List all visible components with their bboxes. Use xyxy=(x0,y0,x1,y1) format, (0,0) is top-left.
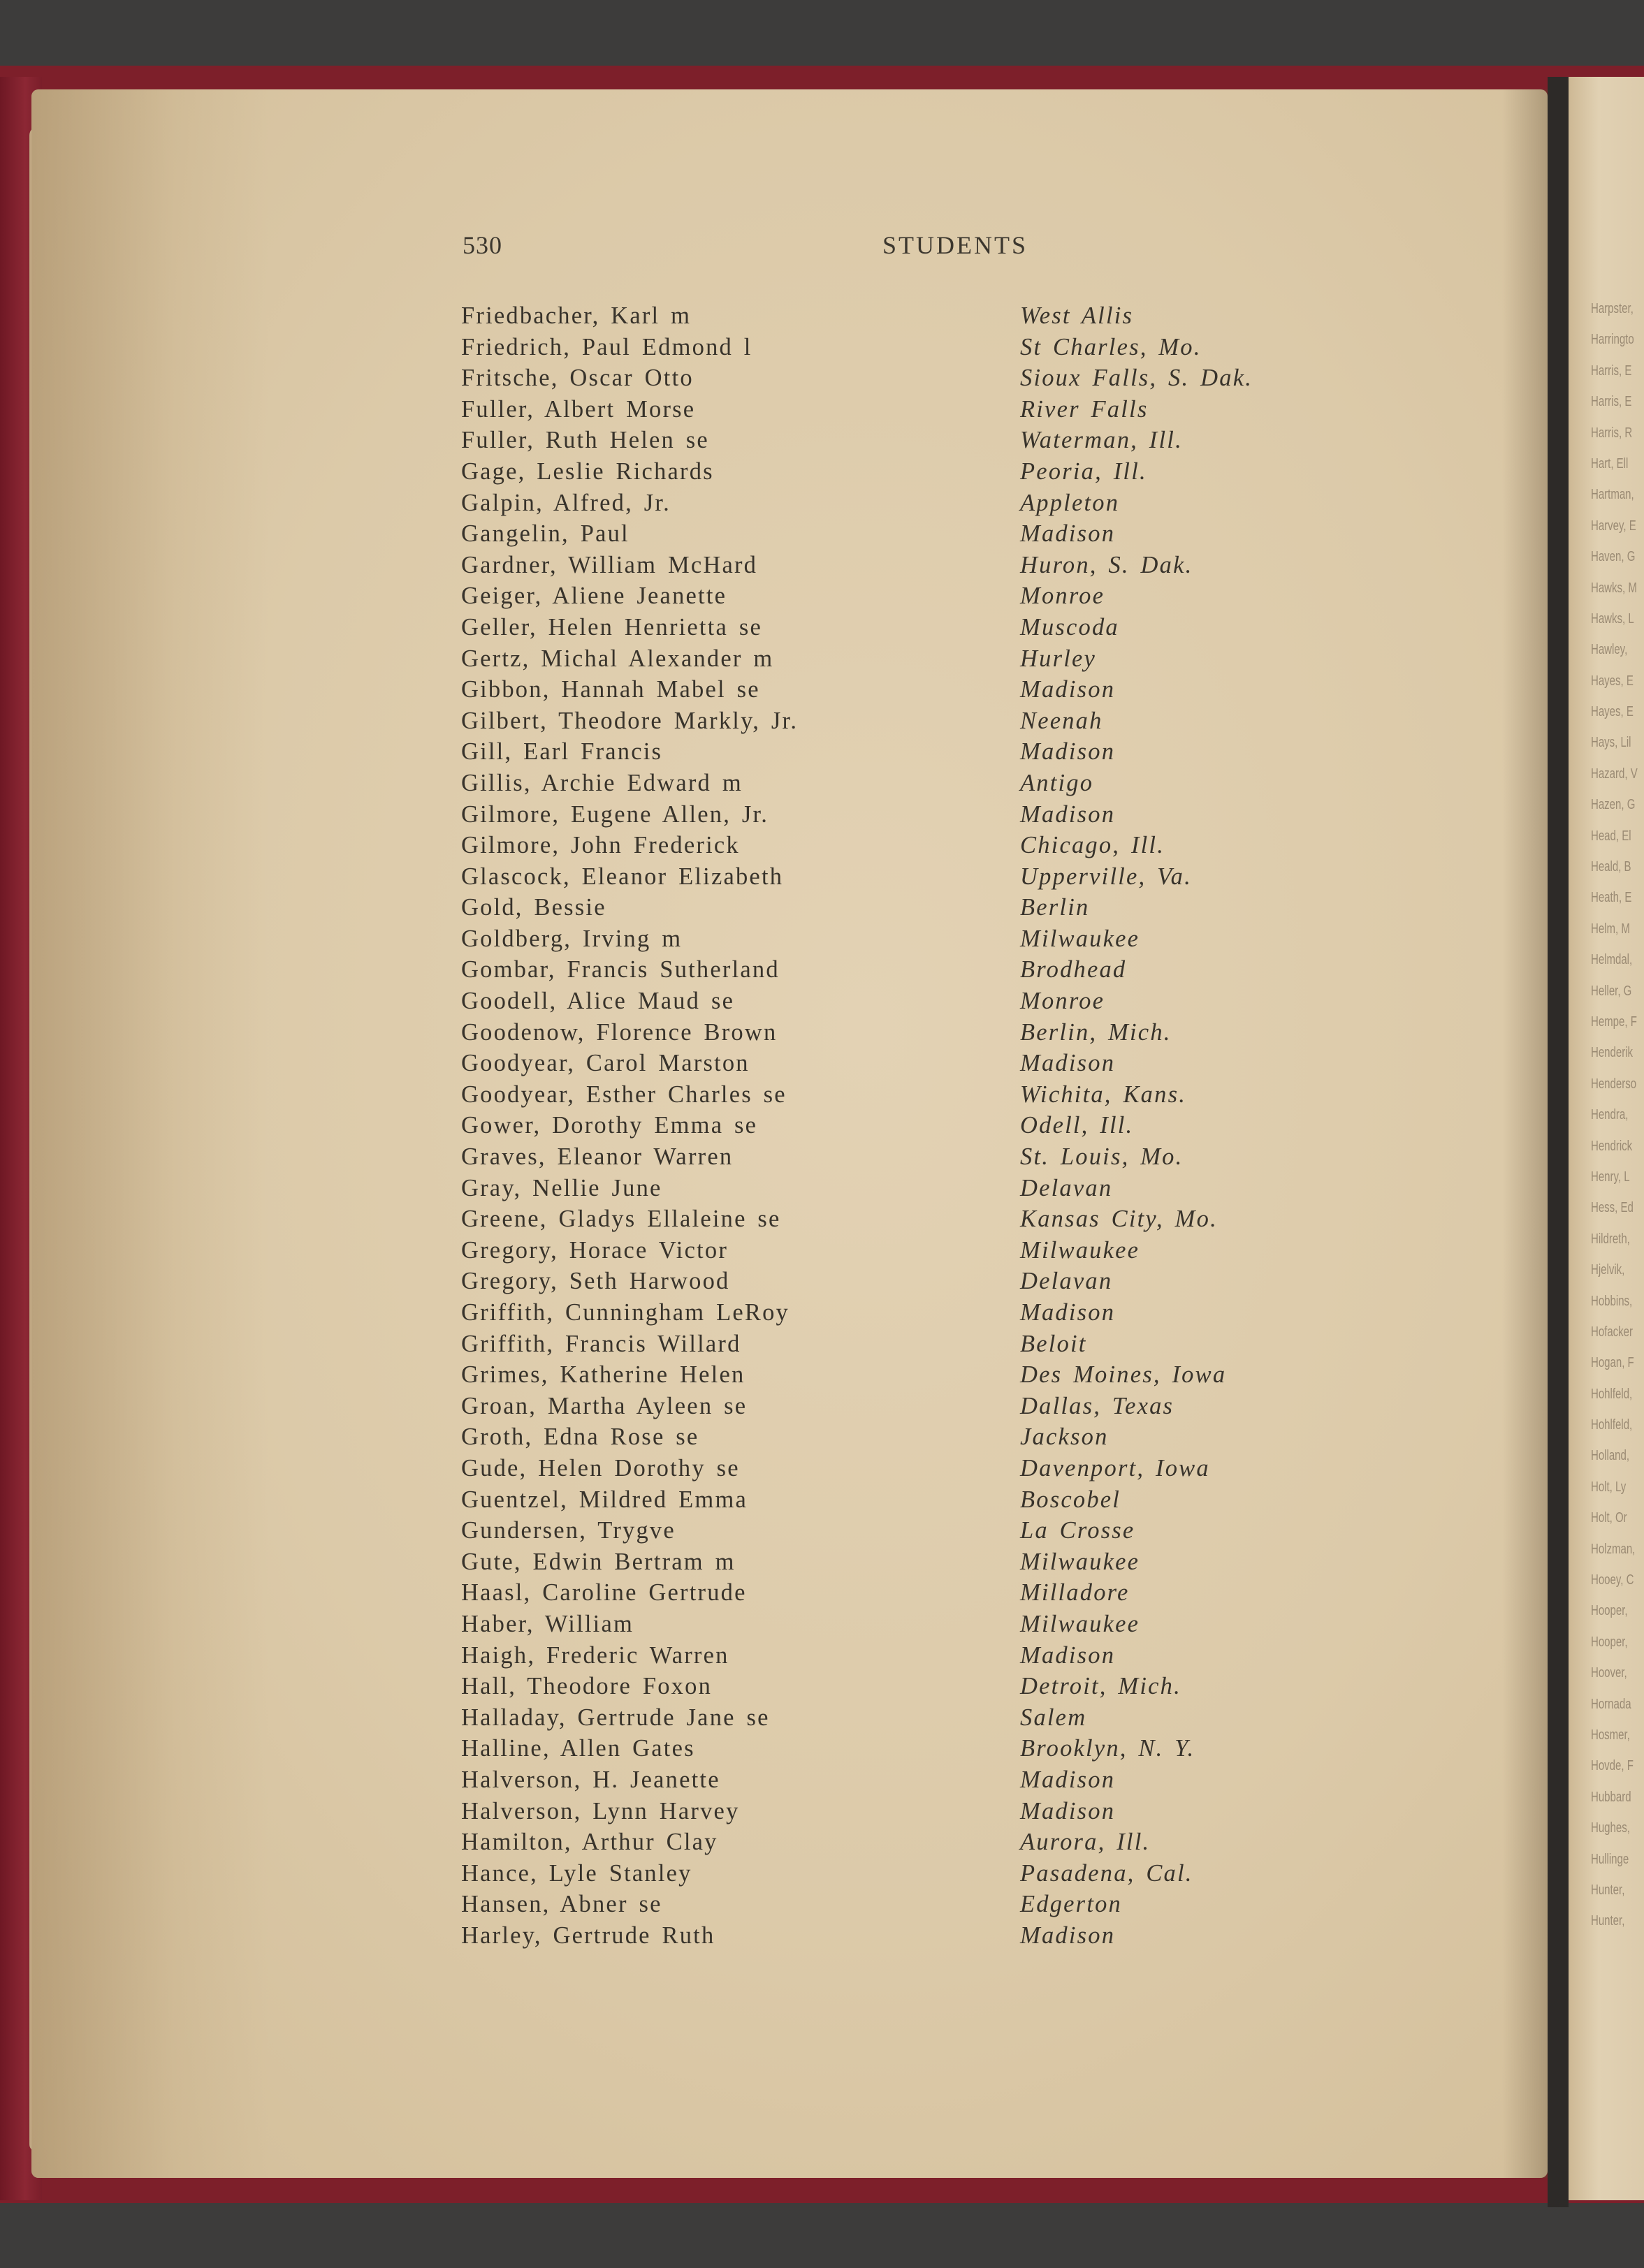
student-entry xyxy=(0,799,1537,831)
student-entry xyxy=(0,550,1537,581)
student-hometown: Waterman, Ill. xyxy=(1020,427,1183,454)
student-entry xyxy=(0,300,1537,332)
student-name: Gombar, Francis Sutherland xyxy=(461,956,780,983)
next-page-entry: Hunter, xyxy=(1591,1882,1625,1898)
student-hometown: Sioux Falls, S. Dak. xyxy=(1020,365,1253,392)
next-page-entry: Hullinge xyxy=(1591,1851,1629,1867)
next-page-entry: Heller, G xyxy=(1591,983,1632,999)
next-page-entry: Hunter, xyxy=(1591,1913,1625,1929)
student-name: Goodell, Alice Maud se xyxy=(461,988,735,1015)
next-page-entry: Helm, M xyxy=(1591,921,1630,937)
next-page-entry: Heald, B xyxy=(1591,859,1631,875)
student-entry xyxy=(0,1609,1537,1640)
student-name: Geller, Helen Henrietta se xyxy=(461,613,762,641)
student-name: Graves, Eleanor Warren xyxy=(461,1143,734,1171)
student-name: Gower, Dorothy Emma se xyxy=(461,1112,758,1139)
student-hometown: Milladore xyxy=(1020,1579,1130,1607)
next-page-entry: Hawks, L xyxy=(1591,610,1634,627)
student-hometown: Neenah xyxy=(1020,707,1103,734)
student-entry xyxy=(0,1827,1537,1858)
student-name: Fuller, Ruth Helen se xyxy=(461,427,709,454)
next-page-entry: Hofacker xyxy=(1591,1324,1634,1340)
next-page-entry: Hogan, F xyxy=(1591,1355,1634,1371)
student-hometown: St Charles, Mo. xyxy=(1020,333,1202,360)
next-page-entry: Hohlfeld, xyxy=(1591,1417,1633,1433)
student-name: Gold, Bessie xyxy=(461,894,606,921)
student-entry xyxy=(0,923,1537,955)
next-page-entry: Haven, G xyxy=(1591,549,1636,565)
next-page-entry: Hempe, F xyxy=(1591,1014,1637,1030)
next-page-entry: Hooper, xyxy=(1591,1634,1628,1650)
student-entry xyxy=(0,1391,1537,1422)
student-name: Gregory, Horace Victor xyxy=(461,1236,729,1264)
student-hometown: Madison xyxy=(1020,520,1116,548)
student-hometown: St. Louis, Mo. xyxy=(1020,1143,1184,1171)
next-page-entry: Holland, xyxy=(1591,1448,1630,1464)
student-name: Hall, Theodore Foxon xyxy=(461,1673,713,1700)
student-name: Glascock, Eleanor Elizabeth xyxy=(461,863,784,890)
student-entry xyxy=(0,1858,1537,1889)
student-name: Greene, Gladys Ellaleine se xyxy=(461,1206,781,1233)
student-entry xyxy=(0,1764,1537,1796)
student-hometown: Madison xyxy=(1020,1641,1116,1669)
next-page-entry: Holt, Or xyxy=(1591,1510,1627,1526)
student-name: Guentzel, Mildred Emma xyxy=(461,1486,748,1513)
student-entry xyxy=(0,1173,1537,1204)
student-name: Friedrich, Paul Edmond l xyxy=(461,333,752,360)
student-entry xyxy=(0,1671,1537,1702)
student-entry xyxy=(0,363,1537,394)
student-hometown: Madison xyxy=(1020,800,1116,828)
student-entry xyxy=(0,488,1537,519)
student-name: Grimes, Katherine Helen xyxy=(461,1361,745,1389)
next-page-edge xyxy=(1569,77,1644,2200)
student-name: Gude, Helen Dorothy se xyxy=(461,1454,740,1481)
next-page-entry: Hobbins, xyxy=(1591,1293,1633,1309)
student-name: Haigh, Frederic Warren xyxy=(461,1641,729,1669)
next-page-entry: Hubbard xyxy=(1591,1789,1631,1805)
student-name: Gertz, Michal Alexander m xyxy=(461,645,774,672)
next-page-entry: Hendra, xyxy=(1591,1107,1629,1123)
student-name: Gundersen, Trygve xyxy=(461,1517,676,1544)
student-name: Gilmore, Eugene Allen, Jr. xyxy=(461,800,769,828)
student-hometown: Madison xyxy=(1020,1797,1116,1824)
next-page-entry: Hovde, F xyxy=(1591,1758,1634,1774)
student-entry xyxy=(0,425,1537,456)
student-entry xyxy=(0,1515,1537,1546)
student-hometown: Jackson xyxy=(1020,1424,1109,1451)
student-name: Haber, William xyxy=(461,1610,634,1637)
student-hometown: Milwaukee xyxy=(1020,1548,1140,1575)
student-name: Goodyear, Carol Marston xyxy=(461,1050,750,1077)
next-page-entry: Hjelvik, xyxy=(1591,1262,1625,1278)
student-name: Geiger, Aliene Jeanette xyxy=(461,583,727,610)
student-list xyxy=(0,300,1537,1951)
student-name: Gray, Nellie June xyxy=(461,1174,662,1201)
student-entry xyxy=(0,1079,1537,1111)
student-entry xyxy=(0,954,1537,986)
student-entry xyxy=(0,1889,1537,1920)
next-page-entry: Harpster, xyxy=(1591,301,1634,316)
next-page-entry: Harris, R xyxy=(1591,425,1633,441)
student-entry xyxy=(0,1297,1537,1329)
student-name: Goldberg, Irving m xyxy=(461,925,683,952)
student-entry xyxy=(0,456,1537,488)
student-hometown: Hurley xyxy=(1020,645,1097,672)
next-page-entry: Holt, Ly xyxy=(1591,1479,1627,1495)
student-entry xyxy=(0,1048,1537,1079)
student-name: Hamilton, Arthur Clay xyxy=(461,1829,718,1856)
student-entry xyxy=(0,768,1537,799)
next-page-entry: Hendrick xyxy=(1591,1138,1633,1154)
student-hometown: Dallas, Texas xyxy=(1020,1392,1174,1419)
next-page-entry: Harringto xyxy=(1591,332,1634,348)
student-name: Gangelin, Paul xyxy=(461,520,630,548)
student-hometown: Appleton xyxy=(1020,489,1120,516)
student-hometown: Edgerton xyxy=(1020,1891,1122,1918)
student-entry xyxy=(0,1235,1537,1266)
next-page-peek-list xyxy=(1591,293,1644,1937)
student-entry xyxy=(0,861,1537,893)
next-page-entry: Hawks, M xyxy=(1591,580,1637,596)
next-page-entry: Hildreth, xyxy=(1591,1231,1630,1247)
next-page-entry: Hosmer, xyxy=(1591,1727,1630,1743)
student-entry xyxy=(0,674,1537,705)
student-hometown: Salem xyxy=(1020,1704,1087,1731)
next-page-entry: Head, El xyxy=(1591,828,1631,844)
student-name: Goodyear, Esther Charles se xyxy=(461,1081,787,1108)
student-entry xyxy=(0,1546,1537,1578)
student-name: Fuller, Albert Morse xyxy=(461,395,696,423)
student-entry xyxy=(0,1733,1537,1764)
next-page-entry: Hazard, V xyxy=(1591,766,1638,782)
next-page-entry: Henderso xyxy=(1591,1076,1637,1092)
student-entry xyxy=(0,1359,1537,1391)
student-hometown: Chicago, Ill. xyxy=(1020,832,1165,859)
next-page-entry: Hooper, xyxy=(1591,1603,1628,1619)
student-name: Gilbert, Theodore Markly, Jr. xyxy=(461,707,799,734)
next-page-entry: Hornada xyxy=(1591,1696,1631,1712)
next-page-entry: Hays, Lil xyxy=(1591,735,1631,751)
next-page-entry: Hohlfeld, xyxy=(1591,1386,1633,1402)
student-entry xyxy=(0,612,1537,643)
student-name: Groth, Edna Rose se xyxy=(461,1424,699,1451)
student-entry xyxy=(0,394,1537,425)
student-hometown: Madison xyxy=(1020,1922,1116,1949)
next-page-entry: Hess, Ed xyxy=(1591,1200,1634,1216)
student-entry xyxy=(0,1141,1537,1173)
next-page-entry: Hart, Ell xyxy=(1591,455,1629,471)
student-entry xyxy=(0,736,1537,768)
student-hometown: Detroit, Mich. xyxy=(1020,1673,1181,1700)
student-hometown: Delavan xyxy=(1020,1174,1113,1201)
student-name: Gardner, William McHard xyxy=(461,551,758,578)
student-entry xyxy=(0,1266,1537,1297)
student-entry xyxy=(0,1702,1537,1734)
student-hometown: Milwaukee xyxy=(1020,925,1140,952)
next-page-entry: Henderik xyxy=(1591,1045,1634,1061)
student-hometown: West Allis xyxy=(1020,302,1134,329)
student-entry xyxy=(0,986,1537,1017)
student-hometown: Des Moines, Iowa xyxy=(1020,1361,1227,1389)
student-entry xyxy=(0,1110,1537,1141)
next-page-entry: Holzman, xyxy=(1591,1541,1636,1557)
student-hometown: Monroe xyxy=(1020,988,1105,1015)
student-hometown: Boscobel xyxy=(1020,1486,1121,1513)
student-entry xyxy=(0,1484,1537,1516)
student-hometown: Muscoda xyxy=(1020,613,1119,641)
student-entry xyxy=(0,705,1537,737)
student-hometown: Huron, S. Dak. xyxy=(1020,551,1193,578)
student-entry xyxy=(0,1577,1537,1609)
student-entry xyxy=(0,1920,1537,1952)
student-entry xyxy=(0,1329,1537,1360)
student-name: Gute, Edwin Bertram m xyxy=(461,1548,736,1575)
student-hometown: Monroe xyxy=(1020,583,1105,610)
student-name: Gibbon, Hannah Mabel se xyxy=(461,676,760,703)
student-name: Fritsche, Oscar Otto xyxy=(461,365,694,392)
student-name: Haasl, Caroline Gertrude xyxy=(461,1579,747,1607)
student-entry xyxy=(0,1453,1537,1484)
student-entry xyxy=(0,1421,1537,1453)
student-hometown: Madison xyxy=(1020,1766,1116,1793)
next-page-entry: Hayes, E xyxy=(1591,704,1634,720)
student-name: Gilmore, John Frederick xyxy=(461,832,740,859)
student-entry xyxy=(0,1796,1537,1827)
student-name: Galpin, Alfred, Jr. xyxy=(461,489,671,516)
student-name: Griffith, Francis Willard xyxy=(461,1330,741,1357)
student-hometown: Beloit xyxy=(1020,1330,1087,1357)
next-page-entry: Hawley, xyxy=(1591,642,1628,658)
next-page-entry: Henry, L xyxy=(1591,1169,1630,1185)
student-name: Halline, Allen Gates xyxy=(461,1735,695,1762)
next-page-entry: Harvey, E xyxy=(1591,518,1636,534)
student-hometown: Aurora, Ill. xyxy=(1020,1829,1151,1856)
student-entry xyxy=(0,1017,1537,1048)
student-name: Hance, Lyle Stanley xyxy=(461,1859,692,1887)
student-entry xyxy=(0,830,1537,861)
student-name: Gill, Earl Francis xyxy=(461,738,663,766)
student-name: Harley, Gertrude Ruth xyxy=(461,1922,715,1949)
student-name: Gage, Leslie Richards xyxy=(461,458,714,485)
next-page-entry: Helmdal, xyxy=(1591,952,1633,968)
student-hometown: Kansas City, Mo. xyxy=(1020,1206,1218,1233)
student-hometown: River Falls xyxy=(1020,395,1149,423)
student-hometown: Pasadena, Cal. xyxy=(1020,1859,1193,1887)
student-hometown: Odell, Ill. xyxy=(1020,1112,1134,1139)
student-hometown: Madison xyxy=(1020,1050,1116,1077)
student-entry xyxy=(0,1640,1537,1671)
next-page-entry: Hayes, E xyxy=(1591,673,1634,689)
student-name: Groan, Martha Ayleen se xyxy=(461,1392,748,1419)
student-name: Gillis, Archie Edward m xyxy=(461,769,743,796)
student-name: Halverson, H. Jeanette xyxy=(461,1766,720,1793)
student-hometown: Upperville, Va. xyxy=(1020,863,1192,890)
student-hometown: Milwaukee xyxy=(1020,1236,1140,1264)
running-head: STUDENTS xyxy=(882,231,1028,259)
student-hometown: Wichita, Kans. xyxy=(1020,1081,1187,1108)
student-name: Friedbacher, Karl m xyxy=(461,302,692,329)
student-name: Hansen, Abner se xyxy=(461,1891,662,1918)
student-entry xyxy=(0,518,1537,550)
student-entry xyxy=(0,643,1537,675)
student-entry xyxy=(0,892,1537,923)
student-hometown: Peoria, Ill. xyxy=(1020,458,1147,485)
student-hometown: Davenport, Iowa xyxy=(1020,1454,1210,1481)
student-hometown: Delavan xyxy=(1020,1268,1113,1295)
student-entry xyxy=(0,332,1537,363)
student-hometown: Milwaukee xyxy=(1020,1610,1140,1637)
student-hometown: Berlin, Mich. xyxy=(1020,1018,1172,1046)
student-name: Halladay, Gertrude Jane se xyxy=(461,1704,770,1731)
student-entry xyxy=(0,1203,1537,1235)
next-page-entry: Hazen, G xyxy=(1591,797,1636,813)
student-entry xyxy=(0,580,1537,612)
student-hometown: Madison xyxy=(1020,676,1116,703)
student-hometown: Madison xyxy=(1020,1299,1116,1326)
next-page-entry: Heath, E xyxy=(1591,890,1632,906)
student-hometown: Madison xyxy=(1020,738,1116,766)
book-spine xyxy=(1548,77,1569,2207)
next-page-entry: Harris, E xyxy=(1591,394,1632,410)
student-name: Griffith, Cunningham LeRoy xyxy=(461,1299,790,1326)
next-page-entry: Hooey, C xyxy=(1591,1572,1634,1588)
next-page-entry: Hartman, xyxy=(1591,487,1634,503)
student-hometown: Berlin xyxy=(1020,894,1090,921)
student-hometown: Brooklyn, N. Y. xyxy=(1020,1735,1195,1762)
student-hometown: Brodhead xyxy=(1020,956,1127,983)
next-page-entry: Hoover, xyxy=(1591,1665,1627,1681)
next-page-entry: Harris, E xyxy=(1591,363,1632,379)
page-number: 530 xyxy=(463,231,502,259)
student-hometown: La Crosse xyxy=(1020,1517,1135,1544)
student-hometown: Antigo xyxy=(1020,769,1094,796)
student-name: Gregory, Seth Harwood xyxy=(461,1268,730,1295)
student-name: Halverson, Lynn Harvey xyxy=(461,1797,740,1824)
next-page-entry: Hughes, xyxy=(1591,1820,1630,1836)
student-name: Goodenow, Florence Brown xyxy=(461,1018,778,1046)
